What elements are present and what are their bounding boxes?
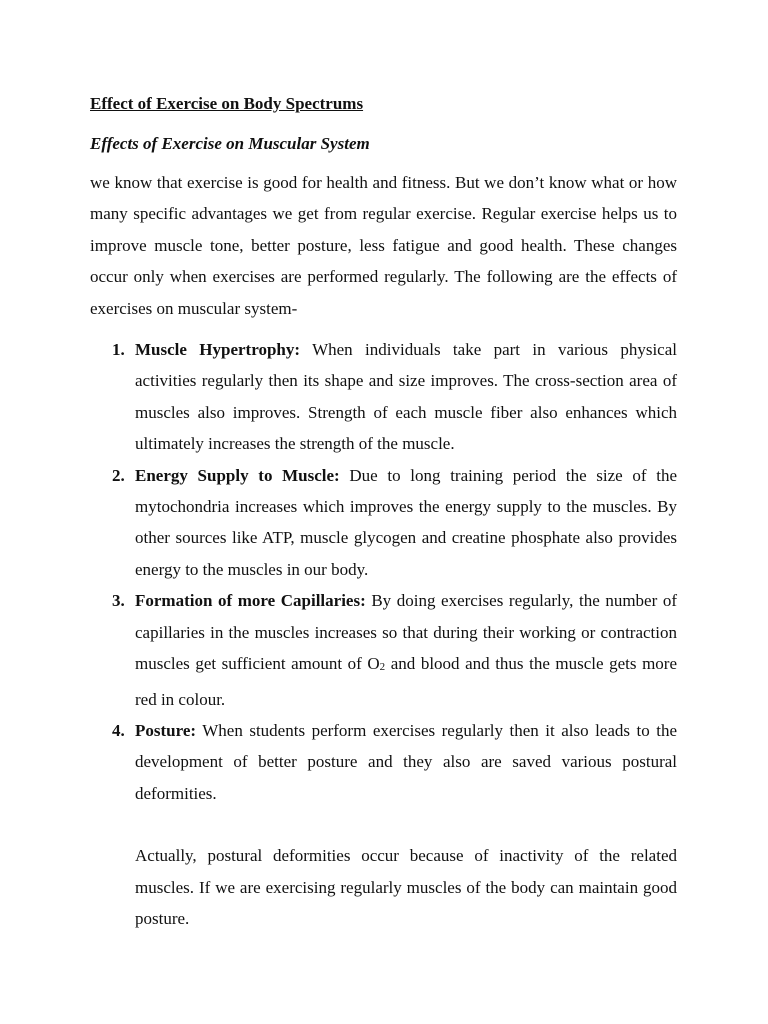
list-item (90, 585, 677, 715)
effects-list (90, 334, 677, 809)
list-item (90, 715, 677, 809)
list-item-number: 4. (112, 720, 125, 740)
list-item-text: Due to long training period the size of the mytochondria increases which improves the energy supply to the muscles. By other sources like ATP, muscle glycogen and creatine phosphate also provides energy to the muscles in our body. (135, 465, 678, 579)
list-item-heading: Posture: (135, 720, 197, 740)
intro-paragraph: we know that exercise is good for health and fitness. But we don’t know what or how many specific advantages we get from regular exercise. Regular exercise helps us to improve muscle tone, better posture, less fatigue and good health. These changes occur only when exercises are performed regularly. The following are the effects of exercises on muscular system- (90, 173, 677, 318)
list-item-number: 1. (112, 340, 125, 360)
list-item-number: 2. (112, 465, 125, 485)
list-item (90, 460, 677, 586)
document-page (90, 92, 677, 934)
document-title: Effect of Exercise on Body Spectrums (90, 94, 364, 113)
list-item-text: By doing exercises regularly, the number of capillaries in the muscles increases so that during their working or contraction muscles get sufficient amount of O (135, 591, 677, 674)
list-item-text: When individuals take part in various physical activities regularly then its shape and size improves. The cross-section area of muscles also improves. Strength of each muscle fiber also enhances which ultimately increases the strength of the muscle. (135, 340, 677, 454)
list-item-heading: Muscle Hypertrophy: (135, 340, 301, 360)
list-item-text: When students perform exercises regularly then it also leads to the development of better posture and they also are saved various postural deformities. (135, 720, 677, 803)
list-item-number: 3. (112, 591, 125, 611)
list-item-heading: Formation of more Capillaries: (135, 591, 366, 611)
subscript-two: 2 (379, 661, 386, 674)
section-subtitle: Effects of Exercise on Muscular System (90, 134, 370, 153)
list-item-heading: Energy Supply to Muscle: (135, 465, 340, 485)
posture-note-paragraph: Actually, postural deformities occur because of inactivity of the related muscles. If we are exercising regularly muscles of the body can maintain good posture. (135, 846, 677, 928)
list-item (90, 334, 677, 460)
list-item-text-continued: and blood and thus the muscle gets more red in colour. (135, 654, 678, 709)
